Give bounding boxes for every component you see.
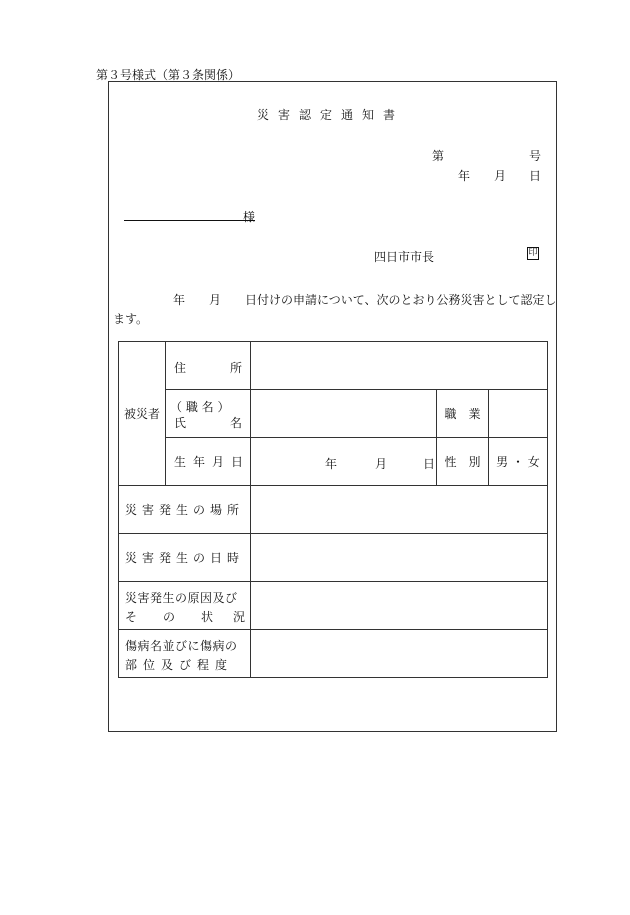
table-row-datetime bbox=[119, 534, 548, 582]
number-suffix: 号 bbox=[529, 149, 542, 163]
cause-label-2d: 況 bbox=[233, 610, 246, 624]
form-reference: 第３号様式（第３条関係） bbox=[96, 68, 241, 82]
birth-day: 日 bbox=[423, 457, 436, 471]
birthdate-label-cell bbox=[166, 438, 251, 486]
place-value-cell[interactable] bbox=[251, 486, 548, 534]
table-row-name bbox=[119, 390, 548, 438]
date-year: 年 bbox=[458, 169, 471, 183]
body-text-line2: ます。 bbox=[113, 312, 149, 326]
sex-label: 性 別 bbox=[444, 455, 481, 469]
injury-label-line2: 部位及び程度 bbox=[125, 658, 234, 672]
cause-label-2a: そ bbox=[125, 610, 138, 624]
issuer-name: 四日市市長 bbox=[374, 250, 435, 264]
birthdate-value-cell[interactable] bbox=[251, 438, 437, 486]
name-label-b: 名 bbox=[230, 416, 243, 430]
victim-label: 被災者 bbox=[123, 407, 160, 421]
notification-table bbox=[118, 341, 548, 678]
datetime-label: 災害発生の日時 bbox=[125, 551, 245, 565]
datetime-value-cell[interactable] bbox=[251, 534, 548, 582]
injury-value-cell[interactable] bbox=[251, 630, 548, 678]
address-label-b: 所 bbox=[230, 361, 243, 375]
addressee-underline bbox=[124, 220, 255, 221]
table-row-cause bbox=[119, 582, 548, 630]
cause-label-2b: の bbox=[163, 610, 176, 624]
birth-month: 月 bbox=[375, 457, 388, 471]
document-title: 災害認定通知書 bbox=[257, 108, 405, 122]
birthdate-label: 生年月日 bbox=[174, 455, 251, 469]
table-row-birthdate bbox=[119, 438, 548, 486]
seal-text: 印 bbox=[528, 248, 538, 258]
place-label-cell bbox=[119, 486, 251, 534]
injury-label-cell bbox=[119, 630, 251, 678]
number-prefix: 第 bbox=[432, 149, 445, 163]
address-label-cell bbox=[166, 342, 251, 390]
table-row-injury bbox=[119, 630, 548, 678]
seal-mark bbox=[527, 247, 539, 260]
body-year: 年 bbox=[173, 293, 186, 307]
date-month: 月 bbox=[494, 169, 507, 183]
cause-value-cell[interactable] bbox=[251, 582, 548, 630]
name-value-cell[interactable] bbox=[251, 390, 437, 438]
addressee-suffix: 様 bbox=[243, 210, 256, 224]
cause-label-2c: 状 bbox=[201, 610, 214, 624]
body-month: 月 bbox=[209, 293, 222, 307]
cause-label-line1: 災害発生の原因及び bbox=[125, 591, 238, 605]
name-label-cell bbox=[166, 390, 251, 438]
injury-label-line1: 傷病名並びに傷病の bbox=[125, 639, 238, 653]
job-title-label: （ 職 名 ） bbox=[170, 400, 230, 414]
name-label-a: 氏 bbox=[174, 416, 187, 430]
address-label-a: 住 bbox=[174, 361, 187, 375]
datetime-label-cell bbox=[119, 534, 251, 582]
occupation-label-cell bbox=[437, 390, 489, 438]
body-text-line1: 日付けの申請について、次のとおり公務災害として認定し bbox=[245, 293, 557, 307]
table-row-address bbox=[119, 342, 548, 390]
date-day: 日 bbox=[529, 169, 542, 183]
sex-label-cell bbox=[437, 438, 489, 486]
sex-options: 男 ・ 女 bbox=[496, 455, 540, 469]
place-label: 災害発生の場所 bbox=[125, 503, 245, 517]
sex-value-cell[interactable] bbox=[489, 438, 548, 486]
table-row-place bbox=[119, 486, 548, 534]
occupation-label: 職 業 bbox=[444, 407, 481, 421]
birth-year: 年 bbox=[325, 457, 338, 471]
victim-label-cell bbox=[119, 342, 166, 486]
occupation-value-cell[interactable] bbox=[489, 390, 548, 438]
cause-label-cell bbox=[119, 582, 251, 630]
address-value-cell[interactable] bbox=[251, 342, 548, 390]
